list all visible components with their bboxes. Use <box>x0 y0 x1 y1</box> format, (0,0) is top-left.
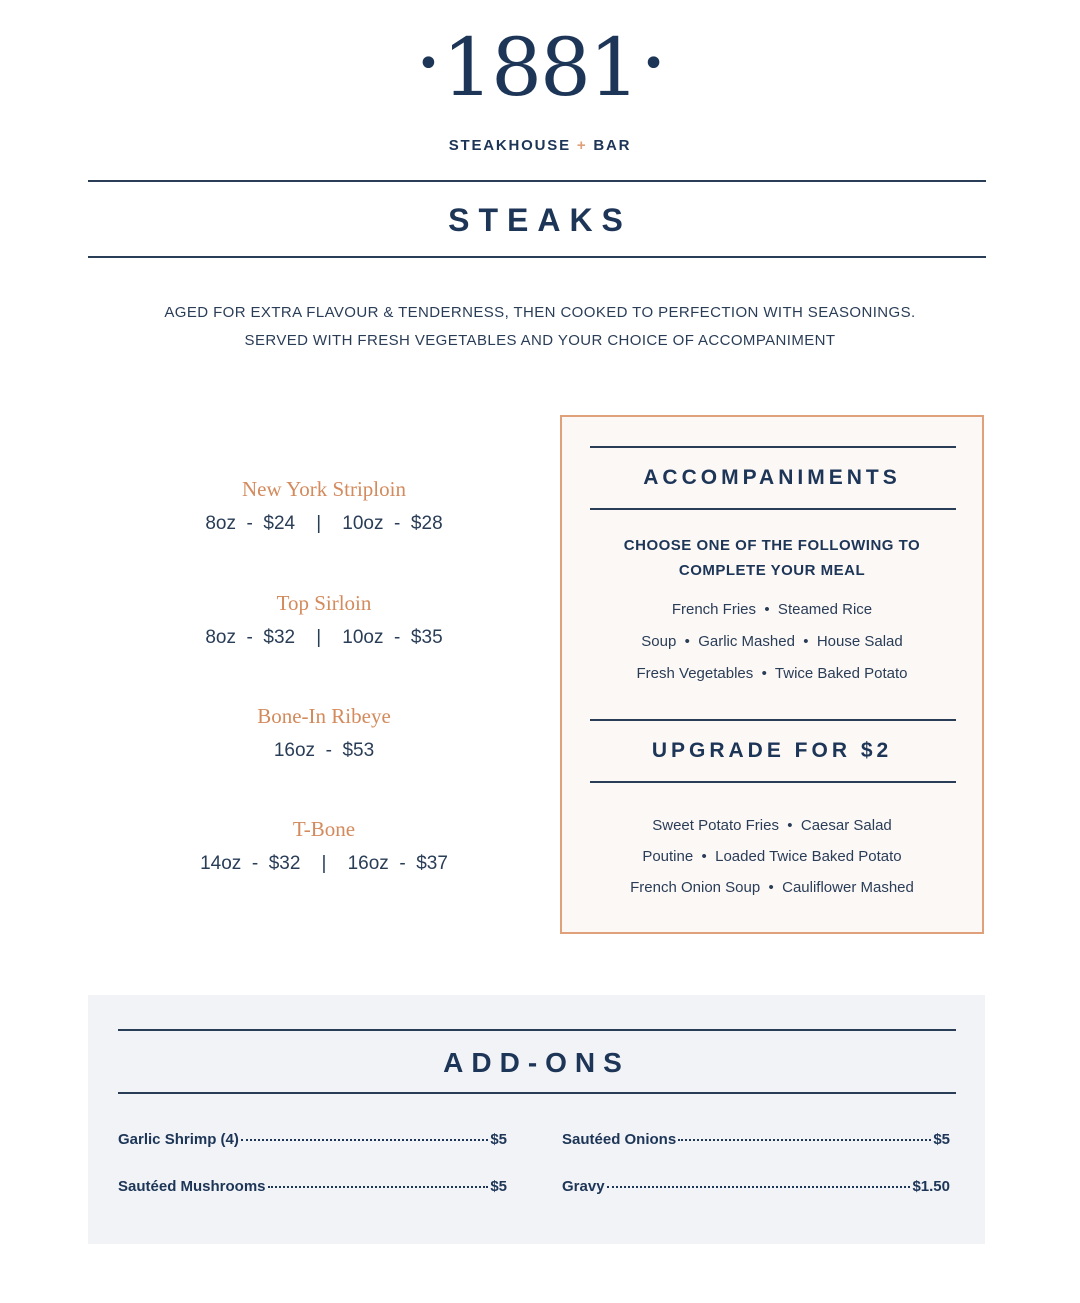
addon-item <box>562 1178 950 1195</box>
accompaniments-title: ACCOMPANIMENTS <box>643 466 901 489</box>
logo-subtitle <box>0 137 1080 154</box>
steaks-description-line-1: AGED FOR EXTRA FLAVOUR & TENDERNESS, THEN COOKED TO PERFECTION WITH SEASONINGS. <box>164 304 916 321</box>
dot-leader <box>268 1186 489 1188</box>
subtitle-right: BAR <box>593 137 632 154</box>
divider <box>118 1029 956 1031</box>
addon-name: Sautéed Mushrooms <box>118 1178 266 1195</box>
addon-price: $5 <box>933 1131 950 1148</box>
steak-prices: 14oz - $32 | 16oz - $37 <box>200 853 448 874</box>
upgrade-options: Sweet Potato Fries • Caesar Salad <box>652 817 892 834</box>
addon-price: $5 <box>490 1178 507 1195</box>
dot-leader <box>607 1186 911 1188</box>
divider <box>118 1092 956 1094</box>
upgrade-options: Poutine • Loaded Twice Baked Potato <box>642 848 902 865</box>
steak-name: New York Striploin <box>242 477 406 501</box>
accompaniment-options: Fresh Vegetables • Twice Baked Potato <box>636 665 908 682</box>
accompaniment-options: Soup • Garlic Mashed • House Salad <box>641 633 903 650</box>
addon-name: Gravy <box>562 1178 605 1195</box>
restaurant-logo <box>0 21 1080 114</box>
steaks-description-line-2: SERVED WITH FRESH VEGETABLES AND YOUR CHOICE OF ACCOMPANIMENT <box>244 332 836 349</box>
divider <box>88 256 986 258</box>
divider <box>88 180 986 182</box>
logo-dot-left: • <box>416 41 439 87</box>
divider <box>590 508 956 510</box>
accompaniments-instruction-line-2: COMPLETE YOUR MEAL <box>678 562 866 579</box>
accompaniment-options: French Fries • Steamed Rice <box>671 601 873 618</box>
addon-item <box>562 1131 950 1148</box>
steak-prices: 8oz - $24 | 10oz - $28 <box>205 513 443 534</box>
subtitle-plus: + <box>576 137 588 154</box>
divider <box>590 719 956 721</box>
steak-name: Top Sirloin <box>276 591 372 615</box>
addon-item <box>118 1178 507 1195</box>
dot-leader <box>678 1139 931 1141</box>
addon-name: Garlic Shrimp (4) <box>118 1131 239 1148</box>
logo-dot-right: • <box>641 41 664 87</box>
steak-name: Bone-In Ribeye <box>257 704 391 728</box>
accompaniments-instruction-line-1: CHOOSE ONE OF THE FOLLOWING TO <box>623 537 921 554</box>
addon-name: Sautéed Onions <box>562 1131 677 1148</box>
logo-text: 1881 <box>442 21 638 114</box>
steak-prices: 16oz - $53 <box>273 740 375 761</box>
addon-price: $1.50 <box>912 1178 950 1195</box>
subtitle-left: STEAKHOUSE <box>448 137 571 154</box>
divider <box>590 446 956 448</box>
divider <box>590 781 956 783</box>
upgrade-title: UPGRADE FOR $2 <box>651 739 893 762</box>
addon-item <box>118 1131 507 1148</box>
addons-panel <box>88 995 985 1244</box>
steak-prices: 8oz - $32 | 10oz - $35 <box>205 627 443 648</box>
steak-name: T-Bone <box>292 817 356 841</box>
upgrade-options: French Onion Soup • Cauliflower Mashed <box>630 879 914 896</box>
addon-price: $5 <box>490 1131 507 1148</box>
dot-leader <box>241 1139 488 1141</box>
steaks-title: STEAKS <box>448 202 632 238</box>
addons-title: ADD-ONS <box>443 1047 630 1078</box>
